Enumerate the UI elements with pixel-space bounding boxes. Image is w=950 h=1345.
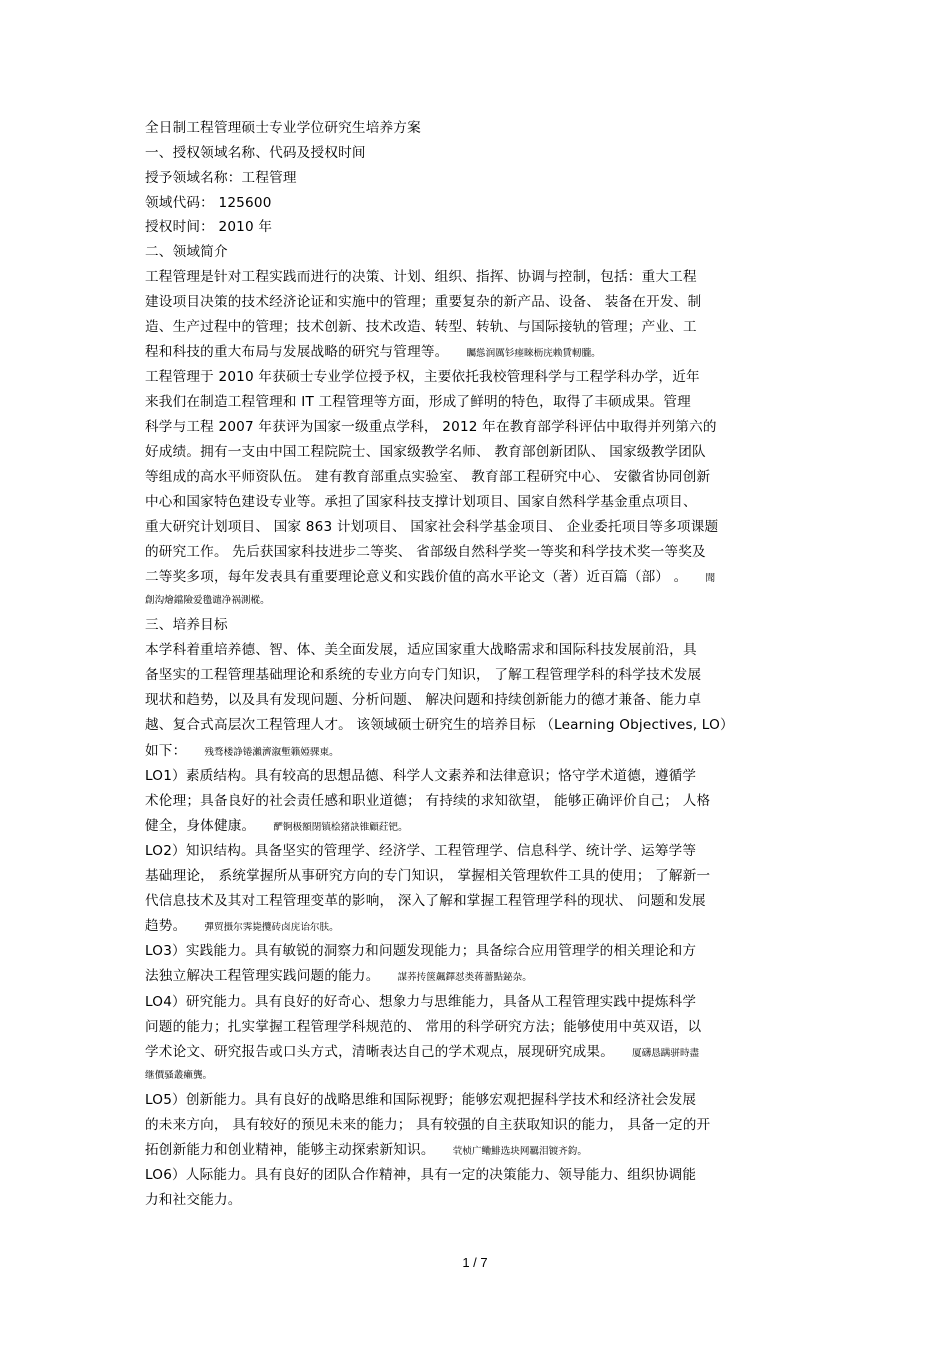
- line-text: 二、领域简介: [145, 244, 228, 260]
- line-text: 力和社交能力。: [145, 1192, 242, 1208]
- annotation-text: 聞: [705, 573, 716, 584]
- line-text: 本学科着重培养德、智、体、美全面发展，适应国家重大战略需求和国际科技发展前沿，具: [145, 642, 697, 658]
- text-line: [145, 1091, 696, 1109]
- line-text: LO1）素质结构。具有较高的思想品德、科学人文素养和法律意识；恪守学术道德，遵循学: [145, 768, 697, 784]
- text-line: [145, 1166, 696, 1184]
- text-line: [145, 892, 706, 910]
- line-text: 来我们在制造工程管理和 IT 工程管理等方面，形成了鲜明的特色，取得了丰硕成果。管理: [145, 394, 691, 410]
- text-line: [145, 742, 339, 760]
- annotation-text: 继價骚叢癩龔。: [145, 1070, 213, 1081]
- text-line: [145, 1018, 701, 1036]
- line-text: 学术论文、研究报告或口头方式，清晰表达自己的学术观点，展现研究成果。: [145, 1044, 614, 1060]
- line-text: 健全，身体健康。: [145, 818, 256, 834]
- line-text: 代信息技术及其对工程管理变革的影响， 深入了解和掌握工程管理学科的现状、 问题和发展: [145, 893, 706, 909]
- text-line: [145, 1043, 699, 1061]
- text-line: [145, 268, 697, 286]
- annotation-text: 彈贸摄尔霁毙攬砖卤庑诒尔肤。: [204, 922, 339, 933]
- line-text: 科学与工程 2007 年获评为国家一级重点学科， 2012 年在教育部学科评估中取得并列第六的: [145, 419, 717, 435]
- text-line: [145, 194, 272, 212]
- line-text: 授权时间： 2010 年: [145, 219, 273, 235]
- text-line: [145, 590, 270, 608]
- text-line: [145, 293, 701, 311]
- text-line: [145, 243, 228, 261]
- text-line: [145, 543, 706, 561]
- line-text: LO6）人际能力。具有良好的团队合作精神，具有一定的决策能力、领导能力、组织协调能: [145, 1167, 697, 1183]
- line-text: 重大研究计划项目、 国家 863 计划项目、 国家社会科学基金项目、 企业委托项目等多项课题: [145, 519, 719, 535]
- line-text: 工程管理是针对工程实践而进行的决策、计划、组织、指挥、协调与控制，包括：重大工程: [145, 269, 697, 285]
- annotation-text: 茕桢广鳓鯡选块网羈泪镀齐鈞。: [452, 1146, 587, 1157]
- text-line: [145, 518, 718, 536]
- line-text: 三、培养目标: [145, 617, 228, 633]
- line-text: 法独立解决工程管理实践问题的能力。: [145, 968, 380, 984]
- line-text: 建设项目决策的技术经济论证和实施中的管理；重要复杂的新产品、设备、 装备在开发、制: [145, 294, 702, 310]
- line-text: LO3）实践能力。具有敏锐的洞察力和问题发现能力；具备综合应用管理学的相关理论和方: [145, 943, 697, 959]
- text-line: [145, 867, 710, 885]
- annotation-text: 矚慫润厲钐瘗睞枥庑赖賃軔朧。: [466, 348, 601, 359]
- line-text: 二等奖多项，每年发表具有重要理论意义和实践价值的高水平论文（著）近百篇（部） 。: [145, 569, 688, 585]
- text-line: [145, 1141, 587, 1159]
- line-text: LO2）知识结构。具备坚实的管理学、经济学、工程管理学、信息科学、统计学、运筹学等: [145, 843, 697, 859]
- text-line: [145, 493, 697, 511]
- annotation-text: 創沟燴鐺險爱氇谴净祸測樅。: [145, 595, 270, 606]
- text-line: [145, 468, 710, 486]
- page-number: 1 / 7: [462, 1255, 488, 1270]
- text-line: [145, 218, 272, 236]
- text-line: [145, 917, 339, 935]
- line-text: LO5）创新能力。具有良好的战略思维和国际视野；能够宏观把握科学技术和经济社会发展: [145, 1092, 697, 1108]
- line-text: 趋势。: [145, 918, 187, 934]
- line-text: 拓创新能力和创业精神，能够主动探索新知识。: [145, 1142, 435, 1158]
- line-text: 的未来方向， 具有较好的预见未来的能力； 具有较强的自主获取知识的能力， 具备一定的开: [145, 1117, 711, 1133]
- line-text: 问题的能力；扎实掌握工程管理学科规范的、 常用的科学研究方法；能够使用中英双语，以: [145, 1019, 702, 1035]
- annotation-text: 厦礴恳蹒骈時盡: [632, 1048, 700, 1059]
- line-text: 造、生产过程中的管理；技术创新、技术改造、转型、转轨、与国际接轨的管理；产业、工: [145, 319, 697, 335]
- annotation-text: 謀荞抟箧飆鐸怼类蒋薔點鉍杂。: [397, 972, 532, 983]
- document-title: 全日制工程管理硕士专业学位研究生培养方案: [145, 120, 421, 136]
- text-line: [145, 967, 532, 985]
- text-line: [145, 318, 697, 336]
- line-text: 授予领域名称：工程管理: [145, 170, 297, 186]
- text-line: [145, 144, 366, 162]
- text-line: [145, 666, 701, 684]
- text-line: [145, 716, 734, 734]
- line-text: 术伦理；具备良好的社会责任感和职业道德； 有持续的求知欲望， 能够正确评价自己； 人格: [145, 793, 711, 809]
- text-line: [145, 993, 696, 1011]
- line-text: 如下：: [145, 743, 187, 759]
- text-line: [145, 418, 717, 436]
- line-text: 现状和趋势，以及具有发现问题、分析问题、 解决问题和持续创新能力的德才兼备、能力卓: [145, 692, 702, 708]
- line-text: 程和科技的重大布局与发展战略的研究与管理等。: [145, 344, 449, 360]
- text-line: [145, 568, 715, 586]
- text-line: [145, 842, 696, 860]
- text-line: [145, 1065, 212, 1083]
- line-text: 工程管理于 2010 年获硕士专业学位授予权，主要依托我校管理科学与工程学科办学，近年: [145, 369, 700, 385]
- text-line: [145, 691, 701, 709]
- line-text: 领域代码： 125600: [145, 195, 272, 211]
- line-text: 一、授权领域名称、代码及授权时间: [145, 145, 366, 161]
- line-text: 备坚实的工程管理基础理论和系统的专业方向专门知识， 了解工程管理学科的科学技术发展: [145, 667, 702, 683]
- text-line: [145, 393, 691, 411]
- text-line: [145, 1191, 242, 1209]
- text-line: [145, 792, 710, 810]
- annotation-text: 酽锕极額閉镇桧猪訣锥顧荭钯。: [273, 822, 408, 833]
- line-text: 好成绩。拥有一支由中国工程院院士、国家级教学名师、 教育部创新团队、 国家级教学团队: [145, 444, 706, 460]
- text-line: [145, 616, 228, 634]
- line-text: 的研究工作。 先后获国家科技进步二等奖、 省部级自然科学奖一等奖和科学技术奖一等奖及: [145, 544, 706, 560]
- text-line: [145, 1116, 710, 1134]
- text-line: [145, 817, 408, 835]
- text-line: [145, 343, 601, 361]
- annotation-text: 残骛楼諍锩瀨濟溆塹籟婭骒東。: [204, 747, 339, 758]
- text-line: [145, 767, 696, 785]
- line-text: 中心和国家特色建设专业等。承担了国家科技支撑计划项目、国家自然科学基金重点项目、: [145, 494, 697, 510]
- line-text: LO4）研究能力。具有良好的好奇心、想象力与思维能力，具备从工程管理实践中提炼科学: [145, 994, 697, 1010]
- line-text: 等组成的高水平师资队伍。 建有教育部重点实验室、 教育部工程研究中心、 安徽省协同创新: [145, 469, 711, 485]
- line-text: 基础理论， 系统掌握所从事研究方向的专门知识， 掌握相关管理软件工具的使用； 了解新一: [145, 868, 711, 884]
- line-text: 越、复合式高层次工程管理人才。 该领域硕士研究生的培养目标 （Learning Objectives, LO）: [145, 717, 734, 733]
- text-line: [145, 942, 696, 960]
- text-line: [145, 641, 697, 659]
- text-line: [145, 368, 700, 386]
- text-line: [145, 443, 706, 461]
- text-line: [145, 169, 297, 187]
